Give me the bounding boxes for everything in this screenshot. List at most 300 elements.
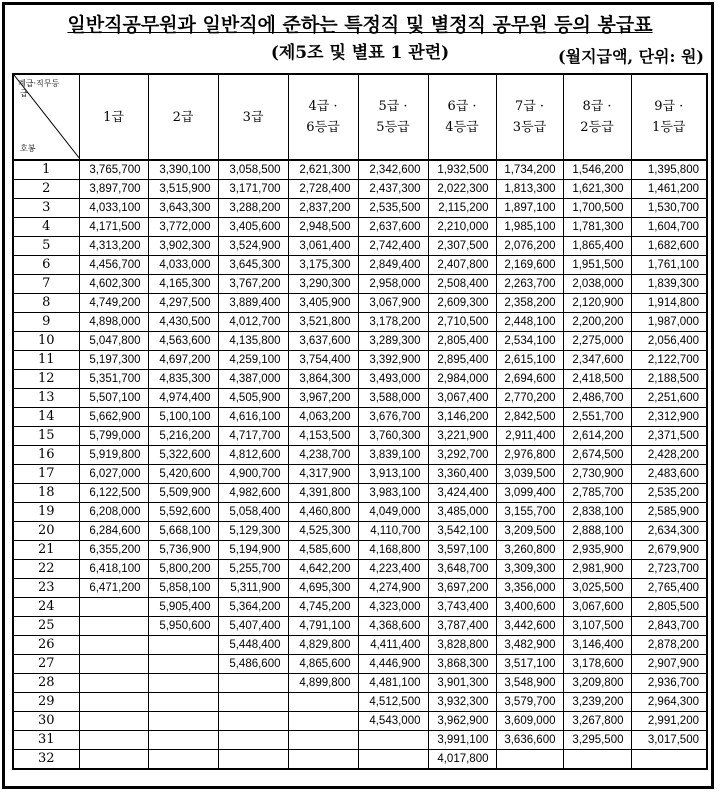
salary-cell: 1,985,100 <box>496 218 563 237</box>
salary-cell: 3,099,400 <box>496 484 563 503</box>
column-header <box>148 74 218 160</box>
step-cell: 9 <box>13 313 79 332</box>
salary-cell: 2,483,600 <box>631 465 707 484</box>
salary-cell: 4,168,800 <box>358 541 428 560</box>
salary-cell: 5,509,900 <box>148 484 218 503</box>
step-cell: 13 <box>13 389 79 408</box>
salary-cell: 5,255,700 <box>218 560 288 579</box>
salary-cell: 2,837,200 <box>288 199 358 218</box>
salary-cell: 2,805,400 <box>428 332 496 351</box>
salary-cell: 3,239,200 <box>563 693 631 712</box>
page-subtitle: (제5조 및 별표 1 관련) <box>270 43 450 63</box>
salary-cell: 2,448,100 <box>496 313 563 332</box>
salary-cell: 6,027,000 <box>79 465 148 484</box>
salary-cell: 3,864,300 <box>288 370 358 389</box>
salary-cell: 3,839,100 <box>358 446 428 465</box>
salary-cell: 3,787,400 <box>428 617 496 636</box>
salary-cell <box>218 712 288 731</box>
salary-cell: 3,760,300 <box>358 427 428 446</box>
salary-cell: 5,100,100 <box>148 408 218 427</box>
salary-cell: 2,878,200 <box>631 636 707 655</box>
salary-cell: 3,515,900 <box>148 180 218 199</box>
column-header-line2: 6등급 <box>306 120 340 135</box>
salary-cell: 1,546,200 <box>563 160 631 180</box>
page-title: 일반직공무원과 일반직에 준하는 특정직 및 별정직 공무원 등의 봉급표 <box>67 14 653 36</box>
salary-cell: 3,058,500 <box>218 160 288 180</box>
salary-cell: 4,697,200 <box>148 351 218 370</box>
salary-cell <box>79 617 148 636</box>
salary-cell: 4,695,300 <box>288 579 358 598</box>
salary-cell: 2,637,600 <box>358 218 428 237</box>
salary-cell: 5,216,200 <box>148 427 218 446</box>
salary-cell: 6,122,500 <box>79 484 148 503</box>
salary-cell: 5,592,600 <box>148 503 218 522</box>
column-header-line1: 4급 · <box>308 99 338 114</box>
salary-cell: 1,395,800 <box>631 160 707 180</box>
table-row <box>13 218 707 237</box>
salary-cell: 4,033,000 <box>148 256 218 275</box>
salary-cell: 2,694,600 <box>496 370 563 389</box>
salary-cell: 4,481,100 <box>358 674 428 693</box>
salary-cell: 3,392,900 <box>358 351 428 370</box>
salary-cell: 5,197,300 <box>79 351 148 370</box>
salary-cell: 3,697,200 <box>428 579 496 598</box>
salary-cell: 3,424,400 <box>428 484 496 503</box>
salary-cell: 4,171,500 <box>79 218 148 237</box>
salary-cell: 3,442,600 <box>496 617 563 636</box>
step-cell: 10 <box>13 332 79 351</box>
salary-cell: 5,448,400 <box>218 636 288 655</box>
salary-cell: 2,022,300 <box>428 180 496 199</box>
salary-cell: 4,974,400 <box>148 389 218 408</box>
column-header-line1: 3급 <box>242 109 264 125</box>
salary-cell: 4,446,900 <box>358 655 428 674</box>
salary-cell: 5,058,400 <box>218 503 288 522</box>
salary-cell: 4,898,000 <box>79 313 148 332</box>
step-cell: 4 <box>13 218 79 237</box>
salary-cell: 4,323,000 <box>358 598 428 617</box>
salary-cell: 3,405,900 <box>288 294 358 313</box>
salary-cell: 2,407,800 <box>428 256 496 275</box>
table-row <box>13 598 707 617</box>
salary-cell: 3,868,300 <box>428 655 496 674</box>
salary-cell: 2,428,200 <box>631 446 707 465</box>
column-header <box>79 74 148 160</box>
salary-cell: 6,355,200 <box>79 541 148 560</box>
salary-cell: 6,208,000 <box>79 503 148 522</box>
salary-cell: 4,368,600 <box>358 617 428 636</box>
step-cell: 31 <box>13 731 79 750</box>
salary-cell: 2,614,200 <box>563 427 631 446</box>
salary-cell: 3,521,800 <box>288 313 358 332</box>
salary-cell: 4,791,100 <box>288 617 358 636</box>
salary-cell <box>631 750 707 770</box>
salary-cell: 3,902,300 <box>148 237 218 256</box>
salary-cell: 4,602,300 <box>79 275 148 294</box>
column-header <box>428 74 496 160</box>
salary-cell: 3,597,100 <box>428 541 496 560</box>
salary-cell: 1,987,000 <box>631 313 707 332</box>
salary-cell: 2,188,500 <box>631 370 707 389</box>
salary-cell: 3,146,200 <box>428 408 496 427</box>
column-header-line1: 2급 <box>172 109 194 125</box>
salary-cell <box>218 693 288 712</box>
table-row <box>13 160 707 180</box>
table-row <box>13 313 707 332</box>
column-header <box>218 74 288 160</box>
salary-cell: 2,615,100 <box>496 351 563 370</box>
column-header-line1: 1급 <box>103 109 124 125</box>
step-cell: 29 <box>13 693 79 712</box>
table-header-row <box>13 74 707 160</box>
salary-cell <box>148 731 218 750</box>
step-cell: 7 <box>13 275 79 294</box>
salary-cell: 5,668,100 <box>148 522 218 541</box>
salary-cell: 4,411,400 <box>358 636 428 655</box>
salary-cell: 2,122,700 <box>631 351 707 370</box>
salary-cell: 2,115,200 <box>428 199 496 218</box>
table-row <box>13 484 707 503</box>
salary-cell: 1,700,500 <box>563 199 631 218</box>
salary-cell: 2,508,400 <box>428 275 496 294</box>
salary-cell: 5,486,600 <box>218 655 288 674</box>
salary-cell <box>288 750 358 770</box>
step-cell: 14 <box>13 408 79 427</box>
salary-cell: 3,356,000 <box>496 579 563 598</box>
salary-cell: 4,430,500 <box>148 313 218 332</box>
salary-cell: 3,991,100 <box>428 731 496 750</box>
salary-cell: 4,223,400 <box>358 560 428 579</box>
salary-cell <box>79 655 148 674</box>
salary-cell <box>288 712 358 731</box>
salary-cell <box>79 636 148 655</box>
column-header-line1: 5급 · <box>378 99 408 114</box>
column-header <box>496 74 563 160</box>
salary-cell: 2,371,500 <box>631 427 707 446</box>
salary-cell: 2,200,200 <box>563 313 631 332</box>
salary-cell: 5,420,600 <box>148 465 218 484</box>
table-row <box>13 294 707 313</box>
salary-cell: 1,604,700 <box>631 218 707 237</box>
salary-cell: 4,456,700 <box>79 256 148 275</box>
salary-cell: 4,153,500 <box>288 427 358 446</box>
salary-cell: 1,530,700 <box>631 199 707 218</box>
table-row <box>13 199 707 218</box>
salary-cell: 5,507,100 <box>79 389 148 408</box>
salary-cell: 5,950,600 <box>148 617 218 636</box>
salary-cell: 3,754,400 <box>288 351 358 370</box>
column-header-line2: 1등급 <box>652 120 686 135</box>
salary-cell: 4,387,000 <box>218 370 288 389</box>
salary-cell: 2,679,900 <box>631 541 707 560</box>
salary-cell: 3,292,700 <box>428 446 496 465</box>
salary-cell: 2,312,900 <box>631 408 707 427</box>
step-cell: 27 <box>13 655 79 674</box>
table-row <box>13 465 707 484</box>
table-row <box>13 370 707 389</box>
table-row <box>13 655 707 674</box>
salary-cell: 4,829,800 <box>288 636 358 655</box>
salary-cell: 2,609,300 <box>428 294 496 313</box>
salary-cell: 4,505,900 <box>218 389 288 408</box>
salary-cell: 3,901,300 <box>428 674 496 693</box>
table-row <box>13 503 707 522</box>
column-header <box>563 74 631 160</box>
salary-cell: 1,813,300 <box>496 180 563 199</box>
column-header-line1: 6급 · <box>447 99 477 114</box>
salary-cell: 2,742,400 <box>358 237 428 256</box>
salary-cell: 2,486,700 <box>563 389 631 408</box>
salary-cell: 4,543,000 <box>358 712 428 731</box>
salary-cell <box>148 636 218 655</box>
table-row <box>13 256 707 275</box>
salary-cell <box>218 750 288 770</box>
table-row <box>13 522 707 541</box>
salary-cell: 2,120,900 <box>563 294 631 313</box>
salary-cell: 5,322,600 <box>148 446 218 465</box>
salary-cell: 2,307,500 <box>428 237 496 256</box>
salary-cell: 3,067,900 <box>358 294 428 313</box>
salary-cell: 3,260,800 <box>496 541 563 560</box>
column-header-line2: 5등급 <box>376 120 410 135</box>
column-header <box>631 74 707 160</box>
salary-cell <box>79 674 148 693</box>
table-row <box>13 275 707 294</box>
salary-cell: 2,895,400 <box>428 351 496 370</box>
salary-cell: 2,038,000 <box>563 275 631 294</box>
salary-cell: 3,524,900 <box>218 237 288 256</box>
salary-cell: 3,983,100 <box>358 484 428 503</box>
salary-cell: 4,274,900 <box>358 579 428 598</box>
salary-cell: 3,828,800 <box>428 636 496 655</box>
salary-cell: 3,743,400 <box>428 598 496 617</box>
salary-cell: 1,761,100 <box>631 256 707 275</box>
table-row <box>13 446 707 465</box>
table-row <box>13 332 707 351</box>
corner-label-grade: 계급·직무등 <box>18 79 60 88</box>
salary-cell: 2,551,700 <box>563 408 631 427</box>
salary-cell: 1,682,600 <box>631 237 707 256</box>
salary-cell: 3,146,400 <box>563 636 631 655</box>
salary-cell: 4,835,300 <box>148 370 218 389</box>
salary-cell: 4,616,100 <box>218 408 288 427</box>
salary-cell: 2,805,500 <box>631 598 707 617</box>
salary-cell: 2,263,700 <box>496 275 563 294</box>
salary-cell: 2,585,900 <box>631 503 707 522</box>
salary-cell <box>218 674 288 693</box>
column-header-line2: 3등급 <box>512 120 547 135</box>
salary-cell: 3,221,900 <box>428 427 496 446</box>
corner-header-cell <box>13 74 79 160</box>
salary-cell <box>148 674 218 693</box>
step-cell: 32 <box>13 750 79 770</box>
salary-cell: 1,865,400 <box>563 237 631 256</box>
table-row <box>13 180 707 199</box>
salary-cell: 1,781,300 <box>563 218 631 237</box>
salary-cell: 4,391,800 <box>288 484 358 503</box>
salary-cell: 2,964,300 <box>631 693 707 712</box>
step-cell: 12 <box>13 370 79 389</box>
salary-cell: 3,309,300 <box>496 560 563 579</box>
salary-cell: 6,418,100 <box>79 560 148 579</box>
salary-cell: 5,919,800 <box>79 446 148 465</box>
salary-cell: 3,579,700 <box>496 693 563 712</box>
salary-cell: 5,799,000 <box>79 427 148 446</box>
table-row <box>13 427 707 446</box>
salary-cell: 2,936,700 <box>631 674 707 693</box>
salary-cell: 2,907,900 <box>631 655 707 674</box>
salary-cell: 4,012,700 <box>218 313 288 332</box>
salary-cell: 4,063,200 <box>288 408 358 427</box>
salary-cell: 6,471,200 <box>79 579 148 598</box>
salary-cell: 5,129,300 <box>218 522 288 541</box>
salary-cell: 3,645,300 <box>218 256 288 275</box>
salary-cell: 3,648,700 <box>428 560 496 579</box>
salary-cell: 3,637,600 <box>288 332 358 351</box>
salary-cell <box>148 750 218 770</box>
salary-cell: 2,976,800 <box>496 446 563 465</box>
salary-cell: 3,025,500 <box>563 579 631 598</box>
salary-cell: 2,674,500 <box>563 446 631 465</box>
salary-cell: 4,049,000 <box>358 503 428 522</box>
step-cell: 26 <box>13 636 79 655</box>
salary-cell: 2,958,000 <box>358 275 428 294</box>
salary-cell: 3,767,200 <box>218 275 288 294</box>
salary-cell: 4,900,700 <box>218 465 288 484</box>
salary-cell: 4,899,800 <box>288 674 358 693</box>
step-cell: 23 <box>13 579 79 598</box>
table-row <box>13 693 707 712</box>
salary-cell: 2,076,200 <box>496 237 563 256</box>
salary-cell: 3,772,000 <box>148 218 218 237</box>
salary-cell: 3,289,300 <box>358 332 428 351</box>
salary-cell: 2,843,700 <box>631 617 707 636</box>
salary-cell: 1,951,500 <box>563 256 631 275</box>
salary-cell: 5,662,900 <box>79 408 148 427</box>
salary-cell: 3,178,200 <box>358 313 428 332</box>
salary-cell: 2,347,600 <box>563 351 631 370</box>
column-header-line2: 4등급 <box>445 120 479 135</box>
salary-cell: 4,717,700 <box>218 427 288 446</box>
salary-cell: 2,728,400 <box>288 180 358 199</box>
step-cell: 6 <box>13 256 79 275</box>
salary-cell: 2,785,700 <box>563 484 631 503</box>
salary-cell: 4,460,800 <box>288 503 358 522</box>
step-cell: 5 <box>13 237 79 256</box>
salary-cell: 3,676,700 <box>358 408 428 427</box>
salary-cell: 2,634,300 <box>631 522 707 541</box>
salary-cell <box>288 693 358 712</box>
step-cell: 17 <box>13 465 79 484</box>
salary-cell: 3,517,100 <box>496 655 563 674</box>
column-header-line1: 8급 · <box>582 99 612 114</box>
salary-cell: 2,358,200 <box>496 294 563 313</box>
salary-cell: 3,636,600 <box>496 731 563 750</box>
salary-cell: 6,284,600 <box>79 522 148 541</box>
salary-cell: 4,563,600 <box>148 332 218 351</box>
salary-cell: 2,534,100 <box>496 332 563 351</box>
salary-cell: 3,288,200 <box>218 199 288 218</box>
salary-cell: 3,400,600 <box>496 598 563 617</box>
salary-cell: 3,913,100 <box>358 465 428 484</box>
salary-cell <box>148 655 218 674</box>
table-row <box>13 237 707 256</box>
salary-cell: 3,390,100 <box>148 160 218 180</box>
column-header-line2: 2등급 <box>580 120 614 135</box>
salary-cell <box>79 598 148 617</box>
step-cell: 8 <box>13 294 79 313</box>
salary-cell: 2,770,200 <box>496 389 563 408</box>
salary-cell: 2,948,500 <box>288 218 358 237</box>
table-row <box>13 674 707 693</box>
salary-cell: 5,858,100 <box>148 579 218 598</box>
salary-cell: 3,643,300 <box>148 199 218 218</box>
salary-cell: 4,110,700 <box>358 522 428 541</box>
salary-cell: 2,710,500 <box>428 313 496 332</box>
salary-cell: 4,982,600 <box>218 484 288 503</box>
salary-cell: 1,914,800 <box>631 294 707 313</box>
salary-cell: 2,888,100 <box>563 522 631 541</box>
step-cell: 28 <box>13 674 79 693</box>
step-cell: 3 <box>13 199 79 218</box>
salary-cell: 5,311,900 <box>218 579 288 598</box>
salary-cell: 2,765,400 <box>631 579 707 598</box>
salary-cell: 4,512,500 <box>358 693 428 712</box>
salary-cell: 3,017,500 <box>631 731 707 750</box>
salary-cell: 4,745,200 <box>288 598 358 617</box>
table-row <box>13 750 707 770</box>
salary-cell <box>148 693 218 712</box>
table-row <box>13 579 707 598</box>
salary-cell: 3,967,200 <box>288 389 358 408</box>
salary-cell <box>288 731 358 750</box>
step-cell: 19 <box>13 503 79 522</box>
salary-cell: 4,317,900 <box>288 465 358 484</box>
table-row <box>13 560 707 579</box>
pay-table-body <box>13 160 707 769</box>
salary-cell <box>358 731 428 750</box>
table-row <box>13 389 707 408</box>
step-cell: 25 <box>13 617 79 636</box>
table-row <box>13 617 707 636</box>
salary-cell: 3,765,700 <box>79 160 148 180</box>
column-header <box>358 74 428 160</box>
salary-cell <box>563 750 631 770</box>
salary-cell: 3,155,700 <box>496 503 563 522</box>
salary-cell: 2,935,900 <box>563 541 631 560</box>
table-row <box>13 351 707 370</box>
salary-cell: 2,251,600 <box>631 389 707 408</box>
salary-cell: 4,749,200 <box>79 294 148 313</box>
salary-cell: 3,171,700 <box>218 180 288 199</box>
step-cell: 18 <box>13 484 79 503</box>
salary-cell <box>79 693 148 712</box>
column-header-line1: 9급 · <box>654 99 684 114</box>
salary-cell: 5,800,200 <box>148 560 218 579</box>
salary-cell: 3,889,400 <box>218 294 288 313</box>
salary-cell: 2,056,400 <box>631 332 707 351</box>
salary-cell <box>496 750 563 770</box>
pay-table <box>12 73 708 770</box>
salary-cell: 2,842,500 <box>496 408 563 427</box>
salary-cell <box>218 731 288 750</box>
salary-cell: 5,364,200 <box>218 598 288 617</box>
salary-cell: 3,290,300 <box>288 275 358 294</box>
salary-cell: 3,542,100 <box>428 522 496 541</box>
salary-cell: 2,535,200 <box>631 484 707 503</box>
salary-cell <box>79 750 148 770</box>
salary-cell: 2,911,400 <box>496 427 563 446</box>
